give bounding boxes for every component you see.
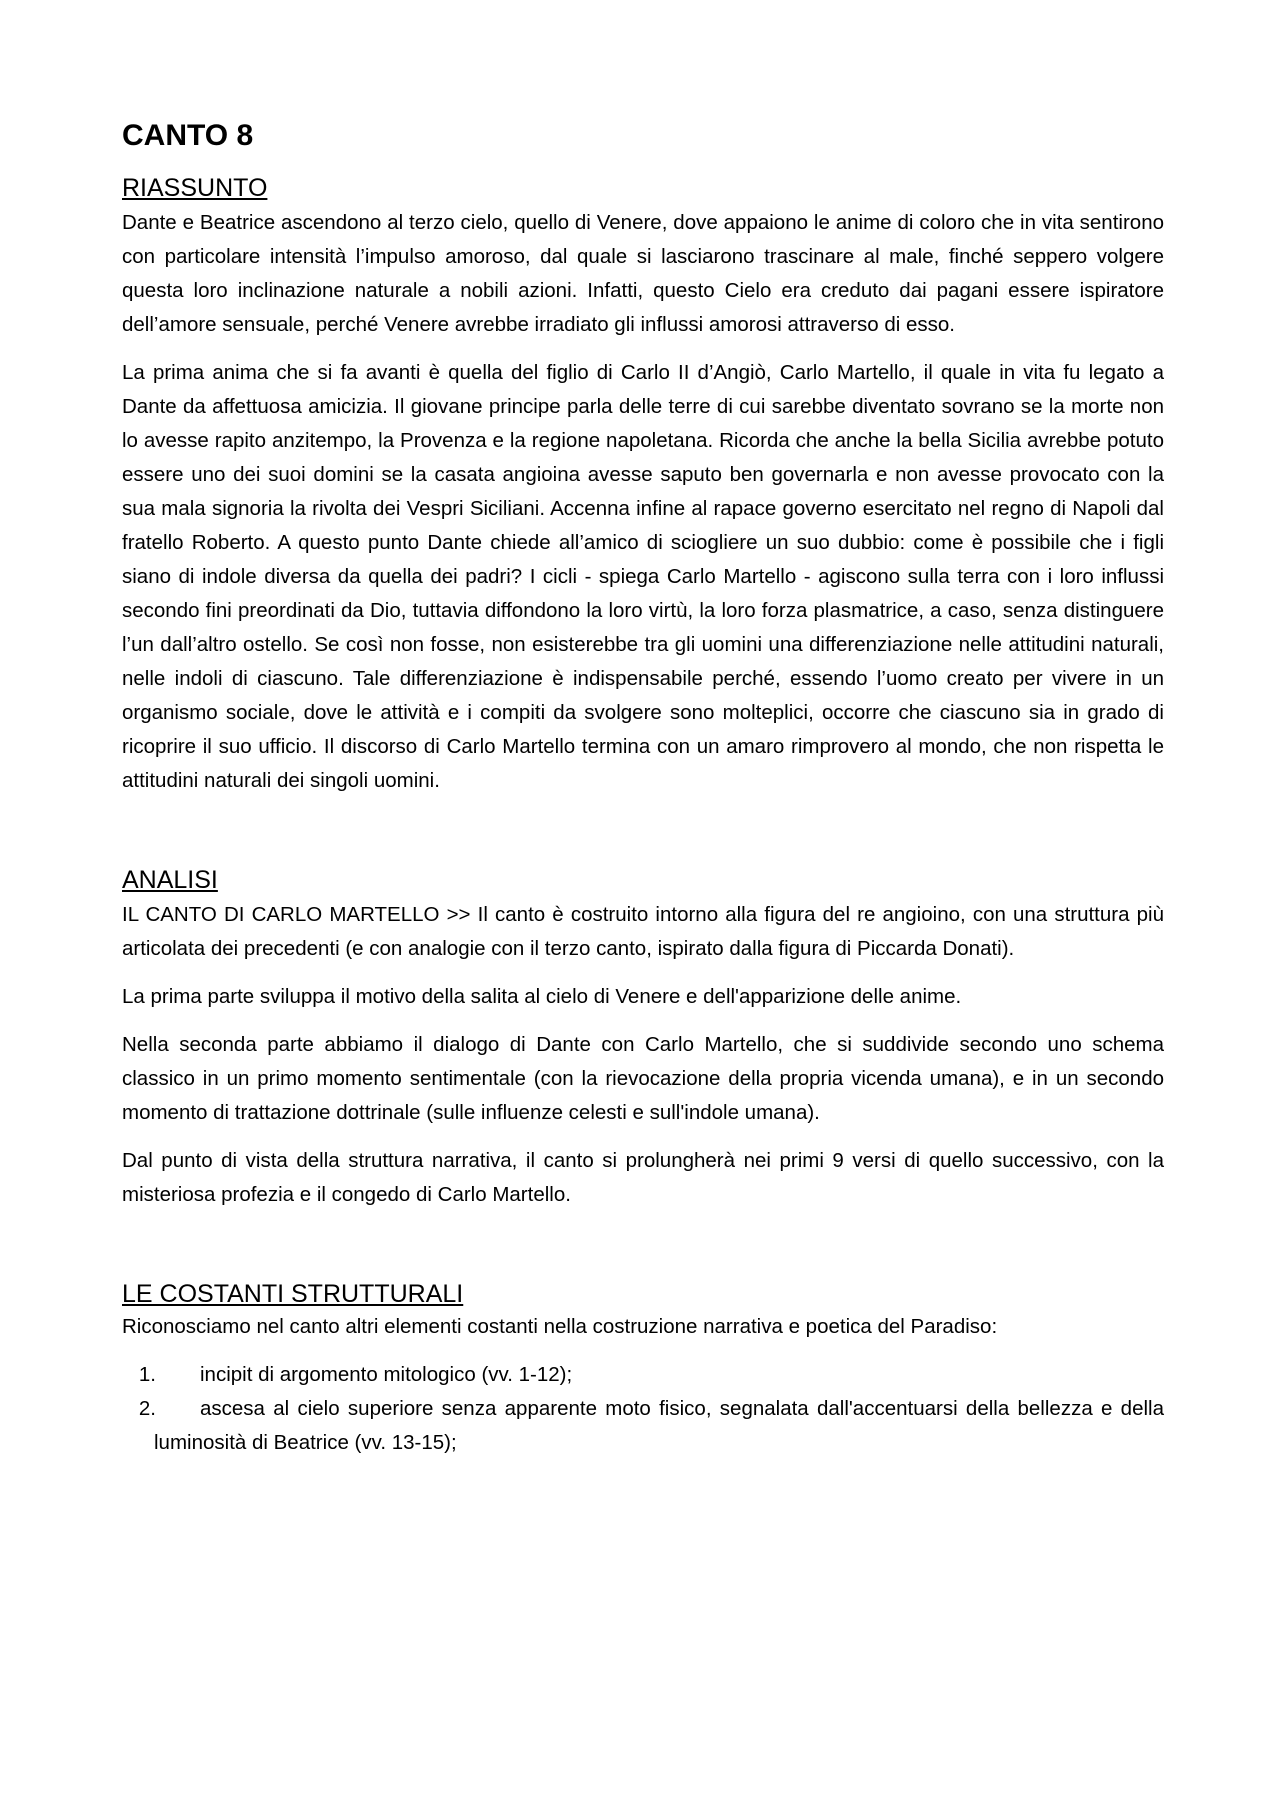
paragraph: Riconosciamo nel canto altri elementi costanti nella costruzione narrativa e poetica del Paradiso: bbox=[122, 1315, 998, 1338]
document-page bbox=[122, 118, 1164, 1460]
paragraph: Dante e Beatrice ascendono al terzo cielo, quello di Venere, dove appaiono le anime di coloro che in vita sentirono con particolare intensità l’impulso amoroso, dal quale si lasciarono trascinare al male, finché seppero volgere questa loro inclinazione naturale a nobili azioni. Infatti, questo Cielo era creduto dai pagani essere ispiratore dell’amore sensuale, perché Venere avrebbe irradiato gli influssi amorosi attraverso di esso. bbox=[122, 211, 1164, 336]
section-heading-riassunto: RIASSUNTO bbox=[122, 174, 268, 202]
numbered-list bbox=[122, 1358, 1164, 1460]
section-heading-analisi: ANALISI bbox=[122, 866, 218, 894]
spacer bbox=[122, 1226, 1164, 1278]
list-item-text: incipit di argomento mitologico (vv. 1-12); bbox=[200, 1363, 573, 1386]
list-item-number: 2. bbox=[138, 1397, 156, 1420]
paragraph: Nella seconda parte abbiamo il dialogo di Dante con Carlo Martello, che si suddivide secondo uno schema classico in un primo momento sentimentale (con la rievocazione della propria vicenda umana), e in un secondo momento di trattazione dottrinale (sulle influenze celesti e sull'indole umana). bbox=[122, 1033, 1164, 1124]
spacer bbox=[122, 812, 1164, 864]
list-item bbox=[122, 1358, 1164, 1392]
section-heading-costanti: LE COSTANTI STRUTTURALI bbox=[122, 1280, 464, 1308]
list-item bbox=[122, 1392, 1164, 1460]
paragraph: La prima parte sviluppa il motivo della salita al cielo di Venere e dell'apparizione delle anime. bbox=[122, 985, 962, 1008]
paragraph: Dal punto di vista della struttura narrativa, il canto si prolungherà nei primi 9 versi di quello successivo, con la misteriosa profezia e il congedo di Carlo Martello. bbox=[122, 1149, 1164, 1206]
list-item-number: 1. bbox=[138, 1363, 156, 1386]
paragraph: IL CANTO DI CARLO MARTELLO >> Il canto è costruito intorno alla figura del re angioino, con una struttura più articolata dei precedenti (e con analogie con il terzo canto, ispirato dalla figura di Piccarda Donati). bbox=[122, 903, 1164, 960]
paragraph: La prima anima che si fa avanti è quella del figlio di Carlo II d’Angiò, Carlo Martello, il quale in vita fu legato a Dante da affettuosa amicizia. Il giovane principe parla delle terre di cui sarebbe diventato sovrano se la morte non lo avesse rapito anzitempo, la Provenza e la regione napoletana. Ricorda che anche la bella Sicilia avrebbe potuto essere uno dei suoi domini se la casata angioina avesse saputo ben governarla e non avesse provocato con la sua mala signoria la rivolta dei Vespri Siciliani. Accenna infine al rapace governo esercitato nel regno di Napoli dal fratello Roberto. A questo punto Dante chiede all’amico di sciogliere un suo dubbio: come è possibile che i figli siano di indole diversa da quella dei padri? I cicli - spiega Carlo Martello - agiscono sulla terra con i loro influssi secondo fini preordinati da Dio, tuttavia diffondono la loro virtù, la loro forza plasmatrice, a caso, senza distinguere l’un dall’altro ostello. Se così non fosse, non esisterebbe tra gli uomini una differenziazione nelle attitudini naturali, nelle indoli di ciascuno. Tale differenziazione è indispensabile perché, essendo l’uomo creato per vivere in un organismo sociale, dove le attività e i compiti da svolgere sono molteplici, occorre che ciascuno sia in grado di ricoprire il suo ufficio. Il discorso di Carlo Martello termina con un amaro rimprovero al mondo, che non rispetta le attitudini naturali dei singoli uomini. bbox=[122, 361, 1164, 792]
list-item-text: ascesa al cielo superiore senza apparente moto fisico, segnalata dall'accentuarsi della bellezza e della luminosità di Beatrice (vv. 13-15); bbox=[154, 1397, 1164, 1454]
document-title: CANTO 8 bbox=[122, 119, 254, 152]
